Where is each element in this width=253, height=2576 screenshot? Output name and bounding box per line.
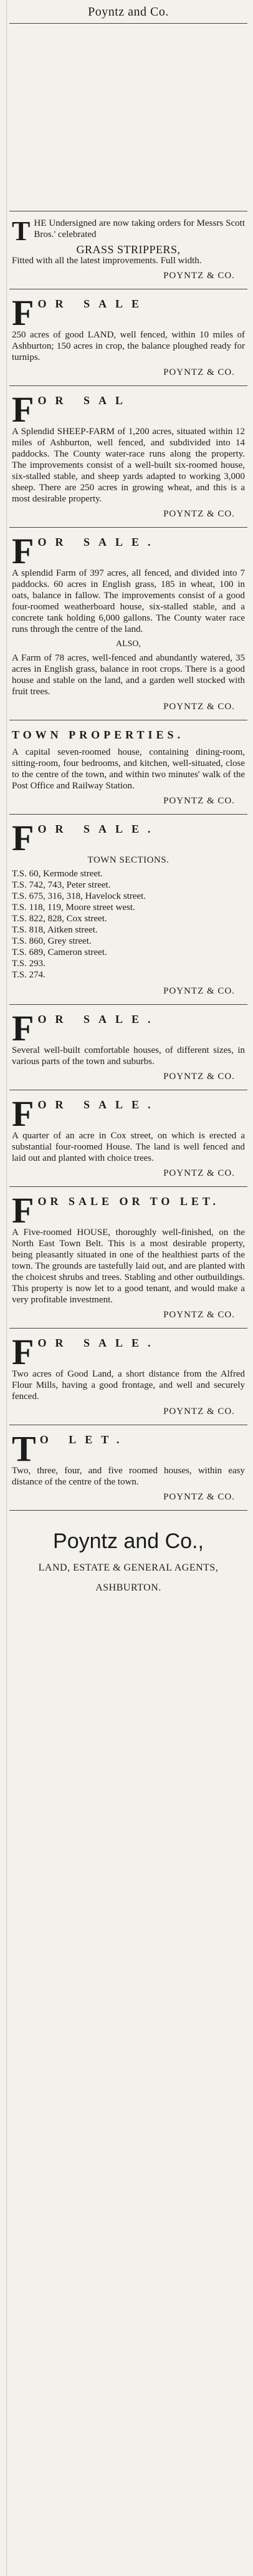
ad-heading: OR SALE OR TO LET. [37,1195,219,1208]
blank-upper-space [7,24,250,211]
newspaper-column [6,0,250,2576]
ad-body: A splendid Farm of 397 acres, all fenced, and divided into 7 paddocks. 60 acres in English grass, 185 in wheat, 100 in oats, balance in fallow. The improvements consist of a good four-roomed weatherboard house, six-stalled stable, and a concrete tank holding 6,000 gallons. The County water race runs through the centre of the land. [12,568,245,634]
drop-cap: T [12,216,31,246]
ad-also: ALSO, [115,639,141,649]
list-item: T.S. 675, 316, 318, Havelock street. [12,891,146,901]
ad-signature: POYNTZ & CO. [163,509,235,519]
ad-heading: OR SALE. [37,1098,160,1111]
list-item: T.S. 274. [12,970,45,980]
footer-line-town: ASHBURTON. [95,1582,161,1593]
lot-list [12,868,245,981]
ad-heading: OR SALE. [37,536,160,548]
ad-sale-250-acres [7,289,250,385]
list-item: T.S. 118, 119, Moore street west. [12,903,135,913]
ad-signature: POYNTZ & CO. [163,1310,235,1320]
list-item: T.S. 860, Grey street. [12,936,92,946]
drop-cap: F [12,818,34,858]
ad-signature: POYNTZ & CO. [163,367,235,377]
ad-body: Two, three, four, and five roomed houses, within easy distance of the centre of the town. [12,1466,245,1487]
ad-body: A capital seven-roomed house, containing dining-room, sitting-room, four bedrooms, and kitchen, well-situated, close to the centre of the town, and within two minutes' walk of the Post Office and Railway Station. [12,747,245,791]
drop-cap: F [12,531,34,571]
drop-cap: F [12,1093,34,1134]
drop-cap: F [12,293,34,333]
ad-heading: OR SALE. [37,1337,160,1349]
ad-town-properties [7,720,250,814]
list-item: T.S. 60, Kermode street. [12,869,103,879]
ad-signature: POYNTZ & CO. [163,702,235,712]
ad-sale-sheep-farm [7,386,250,527]
list-item: T.S. 818, Aitken street. [12,925,98,935]
ad-feature: GRASS STRIPPERS, [76,243,181,256]
list-item: T.S. 742, 743, Peter street. [12,880,111,890]
ad-sale-or-let [7,1187,250,1328]
ad-heading: O LET. [39,1433,128,1446]
column-header-title: Poyntz and Co. [88,5,169,19]
ad-grass-strippers [7,211,250,289]
ad-body: A Splendid SHEEP-FARM of 1,200 acres, situated within 12 miles of Ashburton, well fenced, and subdivided into 14 paddocks. The County water-race runs along the property. The improvements consist of a well-built six-roomed house, six-stalled stable, and sheep yards adapted to working 3,000 sheep. There are 250 acres in growing wheat, and this is a most desirable property. [12,427,245,504]
ad-signature: POYNTZ & CO. [163,271,235,281]
drop-cap: F [12,1190,34,1231]
drop-cap: T [12,1428,36,1469]
ad-heading: OR SALE [37,298,148,310]
footer-line-agents: LAND, ESTATE & GENERAL AGENTS, [38,1562,219,1573]
blank-lower-space [7,1602,250,1765]
ad-two-acres [7,1329,250,1425]
ad-signature: POYNTZ & CO. [163,986,235,996]
ad-houses [7,1005,250,1090]
ad-sale-397-acres [7,528,250,720]
ad-body: Two acres of Good Land, a short distance from the Alfred Flour Mills, having a good frontage, and well and securely fenced. [12,1369,245,1402]
divider-rule [9,1510,247,1511]
list-item: T.S. 822, 828, Cox street. [12,914,107,924]
ad-signature: POYNTZ & CO. [163,1168,235,1178]
ad-signature: POYNTZ & CO. [163,1072,235,1082]
ad-heading: OR SALE. [37,823,160,835]
footer-firm-name: Poyntz and Co., [53,1529,204,1553]
drop-cap: F [12,1008,34,1048]
ad-cox-street [7,1090,250,1186]
ad-subheading: TOWN SECTIONS. [87,855,169,865]
list-item: T.S. 689, Cameron street. [12,947,107,957]
drop-cap: F [12,389,34,430]
ad-body: A quarter of an acre in Cox street, on which is erected a substantial four-roomed House. The land is well fenced and laid out and planted with choice trees. [12,1131,245,1163]
ad-signature: POYNTZ & CO. [163,796,235,806]
ad-heading: OR SALE. [37,1013,160,1025]
ad-heading: TOWN PROPERTIES. [12,729,184,741]
ad-heading: OR SAL [37,394,131,407]
ad-body-second: A Farm of 78 acres, well-fenced and abundantly watered, 35 acres in English grass, balance in root crops. There is a good house and stable on the land, and a garden well stocked with fruit trees. [12,653,245,697]
ad-town-sections [7,815,250,1004]
ad-body: 250 acres of good LAND, well fenced, within 10 miles of Ashburton; 150 acres in crop, the balance ploughed ready for turnips. [12,330,245,362]
footer-block [7,1529,250,1594]
list-item: T.S. 293. [12,959,45,969]
ad-body: HE Undersigned are now taking orders for Messrs Scott Bros.' celebrated [34,218,245,240]
ad-signature: POYNTZ & CO. [163,1492,235,1502]
ad-body: A Five-roomed HOUSE, thoroughly well-finished, on the North East Town Belt. This is a most desirable property, being pleasantly situated in one of the healthiest parts of the town. The grounds are tastefully laid out, and are planted with the choicest shrubs and trees. Stabling and other outbuildings. This property is now let to a good tenant, and would make a very profitable investment. [12,1227,245,1305]
ad-body: Several well-built comfortable houses, of different sizes, in various parts of the town and suburbs. [12,1045,245,1067]
ad-tail: Fitted with all the latest improvements. Full width. [12,256,202,266]
ad-to-let [7,1425,250,1510]
drop-cap: F [12,1332,34,1372]
ad-signature: POYNTZ & CO. [163,1407,235,1416]
